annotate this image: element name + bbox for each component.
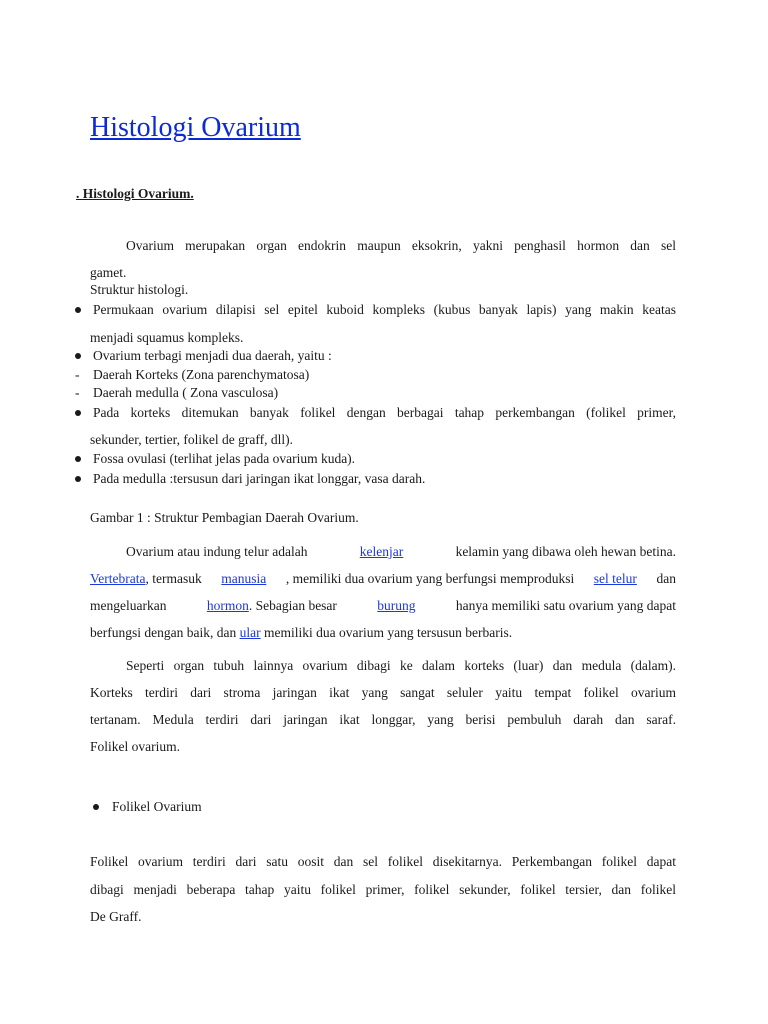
para2-text: , memiliki dua ovarium yang berfungsi memproduksi bbox=[285, 571, 575, 586]
list-item-4: Fossa ovulasi (terlihat jelas pada ovarium kuda). bbox=[93, 451, 356, 466]
para4-line-3: De Graff. bbox=[90, 909, 142, 924]
page-title[interactable]: Histologi Ovarium bbox=[90, 112, 301, 143]
bullet-icon bbox=[75, 456, 81, 462]
list-item-1-line-2: menjadi squamus kompleks. bbox=[90, 330, 244, 345]
para3-line-1: Seperti organ tubuh lainnya ovarium dibagi ke dalam korteks (luar) dan medula (dalam). bbox=[126, 658, 676, 673]
link-ular[interactable]: ular bbox=[239, 625, 261, 640]
bullet-icon bbox=[93, 804, 99, 810]
list-dash-item-1: Daerah Korteks (Zona parenchymatosa) bbox=[93, 367, 310, 382]
dash-marker: - bbox=[75, 385, 80, 400]
list-item-3-line-1: Pada korteks ditemukan banyak folikel dengan berbagai tahap perkembangan (folikel primer, bbox=[93, 405, 676, 420]
dash-marker: - bbox=[75, 367, 80, 382]
para2-text: memiliki dua ovarium yang tersusun berbaris. bbox=[263, 625, 513, 640]
para2-text: . Sebagian besar bbox=[248, 598, 337, 613]
para2-text: hanya memiliki satu ovarium yang dapat bbox=[455, 598, 676, 613]
bullet-icon bbox=[75, 476, 81, 482]
list-item-5: Pada medulla :tersusun dari jaringan ikat longgar, vasa darah. bbox=[93, 471, 426, 486]
bullet-icon bbox=[75, 307, 81, 313]
list-item-2: Ovarium terbagi menjadi dua daerah, yaitu : bbox=[93, 348, 332, 363]
para2-text: dan bbox=[656, 571, 676, 586]
para2-line-4 bbox=[90, 624, 512, 641]
figure-caption: Gambar 1 : Struktur Pembagian Daerah Ovarium. bbox=[90, 510, 359, 525]
para4-line-2: dibagi menjadi beberapa tahap yaitu folikel primer, folikel sekunder, folikel tersier, dan folikel bbox=[90, 882, 676, 897]
para4-line-1: Folikel ovarium terdiri dari satu oosit dan sel folikel disekitarnya. Perkembangan folikel dapat bbox=[90, 854, 676, 869]
para2-line-3 bbox=[90, 597, 676, 614]
bullet-icon bbox=[75, 410, 81, 416]
para2-text: kelamin yang dibawa oleh hewan betina. bbox=[455, 544, 676, 559]
link-kelenjar[interactable]: kelenjar bbox=[359, 544, 404, 559]
list-item-3-line-2: sekunder, tertier, folikel de graff, dll). bbox=[90, 432, 293, 447]
structure-heading: Struktur histologi. bbox=[90, 282, 189, 297]
para2-text: Ovarium atau indung telur adalah bbox=[126, 544, 308, 559]
bullet-icon bbox=[75, 353, 81, 359]
para2-line-1 bbox=[126, 543, 676, 560]
link-vertebrata[interactable]: Vertebrata bbox=[90, 571, 146, 586]
para3-line-3: tertanam. Medula terdiri dari jaringan ikat longgar, yang berisi pembuluh darah dan saraf. bbox=[90, 712, 676, 727]
link-manusia[interactable]: manusia bbox=[221, 571, 267, 586]
para2-text: berfungsi dengan baik, dan bbox=[90, 625, 237, 640]
para2-text: , termasuk bbox=[145, 571, 202, 586]
link-sel-telur[interactable]: sel telur bbox=[593, 571, 637, 586]
intro-line-2: gamet. bbox=[90, 265, 127, 280]
para2-text: mengeluarkan bbox=[90, 598, 167, 613]
para2-line-2 bbox=[90, 570, 676, 587]
para3-line-4: Folikel ovarium. bbox=[90, 739, 180, 754]
intro-line-1: Ovarium merupakan organ endokrin maupun eksokrin, yakni penghasil hormon dan sel bbox=[126, 238, 676, 253]
list-item-1-line-1: Permukaan ovarium dilapisi sel epitel kuboid kompleks (kubus banyak lapis) yang makin keatas bbox=[93, 302, 676, 317]
subtitle: . Histologi Ovarium. bbox=[76, 186, 194, 201]
section-heading-folikel: Folikel Ovarium bbox=[112, 799, 202, 814]
link-burung[interactable]: burung bbox=[377, 598, 416, 613]
para3-line-2: Korteks terdiri dari stroma jaringan ikat yang sangat seluler yaitu tempat folikel ovarium bbox=[90, 685, 676, 700]
link-hormon[interactable]: hormon bbox=[206, 598, 249, 613]
list-dash-item-2: Daerah medulla ( Zona vasculosa) bbox=[93, 385, 279, 400]
